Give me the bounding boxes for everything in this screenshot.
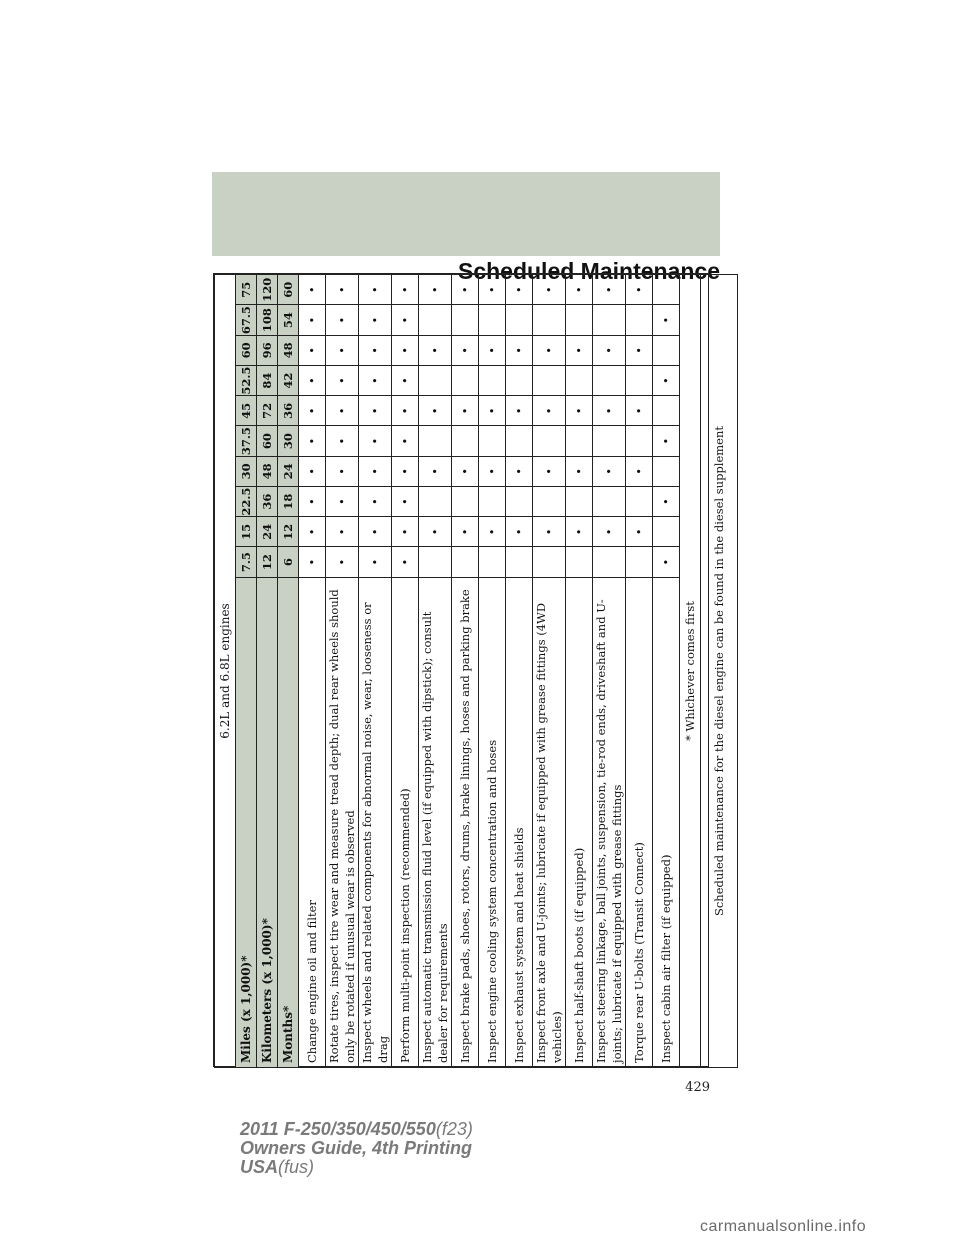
service-empty-cell [593, 547, 626, 577]
service-empty-cell [533, 305, 566, 335]
service-empty-cell [479, 547, 506, 577]
interval-header-label: Months* [278, 577, 299, 1067]
service-empty-cell [506, 305, 533, 335]
service-due-mark: • [452, 396, 479, 426]
interval-header-value: 84 [257, 365, 278, 395]
service-description: Inspect front axle and U-joints; lubricate if equipped with grease fittings (4WD vehicles) [533, 577, 566, 1067]
service-due-mark: • [506, 335, 533, 365]
service-due-mark: • [566, 396, 593, 426]
interval-header-value: 52.5 [236, 365, 257, 395]
footer-edition: Owners Guide, 4th Printing [240, 1138, 473, 1158]
service-empty-cell [533, 426, 566, 456]
service-empty-cell [653, 275, 680, 305]
service-due-mark: • [392, 517, 419, 547]
interval-header-value: 72 [257, 396, 278, 426]
interval-header-value: 12 [257, 547, 278, 577]
service-due-mark: • [326, 365, 359, 395]
document-footer [240, 1120, 473, 1177]
service-empty-cell [533, 547, 566, 577]
interval-header-value: 30 [278, 426, 299, 456]
service-row [653, 275, 680, 1068]
service-due-mark: • [533, 396, 566, 426]
service-empty-cell [479, 365, 506, 395]
service-due-mark: • [452, 335, 479, 365]
interval-header-value: 24 [257, 517, 278, 547]
service-due-mark: • [359, 335, 392, 365]
service-due-mark: • [359, 547, 392, 577]
service-empty-cell [626, 365, 653, 395]
service-due-mark: • [419, 396, 452, 426]
service-due-mark: • [533, 275, 566, 305]
service-due-mark: • [359, 365, 392, 395]
service-due-mark: • [626, 517, 653, 547]
service-due-mark: • [533, 335, 566, 365]
service-row [299, 275, 326, 1068]
service-empty-cell [566, 365, 593, 395]
service-due-mark: • [326, 305, 359, 335]
service-due-mark: • [326, 275, 359, 305]
interval-header-value: 30 [236, 456, 257, 486]
service-due-mark: • [626, 396, 653, 426]
service-due-mark: • [479, 396, 506, 426]
interval-header-value: 45 [236, 396, 257, 426]
rotated-table-container [214, 274, 726, 1068]
service-due-mark: • [299, 396, 326, 426]
service-due-mark: • [392, 486, 419, 516]
service-empty-cell [506, 547, 533, 577]
interval-header-value: 60 [278, 275, 299, 305]
service-description: Inspect engine cooling system concentration and hoses [479, 577, 506, 1067]
footnote-row [680, 275, 701, 1068]
interval-header-row [257, 275, 278, 1068]
service-due-mark: • [392, 275, 419, 305]
service-due-mark: • [326, 517, 359, 547]
service-due-mark: • [392, 305, 419, 335]
service-due-mark: • [299, 547, 326, 577]
service-empty-cell [653, 456, 680, 486]
diesel-note-row [701, 275, 738, 1068]
service-due-mark: • [392, 396, 419, 426]
service-due-mark: • [299, 486, 326, 516]
footer-model-code: (f23) [435, 1119, 473, 1139]
interval-header-value: 36 [257, 486, 278, 516]
service-empty-cell [566, 547, 593, 577]
service-due-mark: • [653, 305, 680, 335]
service-empty-cell [653, 517, 680, 547]
service-due-mark: • [392, 365, 419, 395]
service-row [533, 275, 566, 1068]
service-due-mark: • [566, 456, 593, 486]
footer-region: USA [240, 1157, 279, 1177]
service-empty-cell [419, 365, 452, 395]
service-due-mark: • [299, 456, 326, 486]
interval-header-value: 75 [236, 275, 257, 305]
interval-header-value: 42 [278, 365, 299, 395]
service-row [566, 275, 593, 1068]
service-empty-cell [479, 486, 506, 516]
service-row [506, 275, 533, 1068]
service-due-mark: • [392, 456, 419, 486]
interval-header-value: 48 [278, 335, 299, 365]
service-row [626, 275, 653, 1068]
service-empty-cell [593, 486, 626, 516]
diesel-supplement-note: Scheduled maintenance for the diesel engine can be found in the diesel supplement [701, 275, 738, 1068]
interval-header-value: 18 [278, 486, 299, 516]
service-empty-cell [653, 396, 680, 426]
service-row [593, 275, 626, 1068]
service-row [326, 275, 359, 1068]
service-description: Inspect half-shaft boots (if equipped) [566, 577, 593, 1067]
service-due-mark: • [392, 547, 419, 577]
interval-header-value: 24 [278, 456, 299, 486]
service-due-mark: • [626, 275, 653, 305]
service-due-mark: • [419, 275, 452, 305]
service-row [419, 275, 452, 1068]
service-empty-cell [506, 365, 533, 395]
service-empty-cell [452, 426, 479, 456]
service-row [392, 275, 419, 1068]
service-empty-cell [626, 426, 653, 456]
service-due-mark: • [566, 275, 593, 305]
service-due-mark: • [593, 456, 626, 486]
service-due-mark: • [653, 426, 680, 456]
service-empty-cell [479, 426, 506, 456]
service-empty-cell [506, 426, 533, 456]
interval-header-value: 6 [278, 547, 299, 577]
service-due-mark: • [359, 305, 392, 335]
interval-header-value: 48 [257, 456, 278, 486]
service-due-mark: • [626, 456, 653, 486]
service-due-mark: • [419, 335, 452, 365]
interval-header-value: 60 [257, 426, 278, 456]
interval-header-value: 37.5 [236, 426, 257, 456]
service-due-mark: • [419, 456, 452, 486]
interval-header-value: 108 [257, 305, 278, 335]
service-empty-cell [452, 486, 479, 516]
service-due-mark: • [479, 517, 506, 547]
service-due-mark: • [452, 275, 479, 305]
service-row [452, 275, 479, 1068]
service-description: Inspect cabin air filter (if equipped) [653, 577, 680, 1067]
service-description: Torque rear U-bolts (Transit Connect) [626, 577, 653, 1067]
service-due-mark: • [326, 456, 359, 486]
service-due-mark: • [299, 305, 326, 335]
service-due-mark: • [299, 426, 326, 456]
service-empty-cell [593, 365, 626, 395]
service-empty-cell [626, 547, 653, 577]
service-empty-cell [533, 486, 566, 516]
service-due-mark: • [299, 335, 326, 365]
service-due-mark: • [566, 517, 593, 547]
service-description: Inspect wheels and related components for abnormal noise, wear, looseness or drag [359, 577, 392, 1067]
interval-header-value: 12 [278, 517, 299, 547]
service-empty-cell [593, 426, 626, 456]
service-description: Inspect exhaust system and heat shields [506, 577, 533, 1067]
service-due-mark: • [479, 275, 506, 305]
table-title-row [215, 275, 236, 1068]
service-empty-cell [566, 486, 593, 516]
service-due-mark: • [359, 456, 392, 486]
watermark-text: carmanualsonline.info [700, 1218, 867, 1235]
service-due-mark: • [479, 456, 506, 486]
service-empty-cell [506, 486, 533, 516]
interval-header-value: 22.5 [236, 486, 257, 516]
footer-model: 2011 F-250/350/450/550 [240, 1119, 436, 1139]
service-due-mark: • [506, 517, 533, 547]
table-title: 6.2L and 6.8L engines [215, 275, 236, 1068]
service-due-mark: • [506, 275, 533, 305]
service-due-mark: • [326, 547, 359, 577]
service-due-mark: • [452, 517, 479, 547]
service-due-mark: • [653, 547, 680, 577]
service-description: Perform multi-point inspection (recommended) [392, 577, 419, 1067]
service-empty-cell [419, 426, 452, 456]
service-empty-cell [419, 547, 452, 577]
service-due-mark: • [593, 517, 626, 547]
maintenance-schedule-table [214, 274, 738, 1068]
service-empty-cell [566, 426, 593, 456]
service-due-mark: • [533, 456, 566, 486]
interval-header-value: 60 [236, 335, 257, 365]
service-description: Change engine oil and filter [299, 577, 326, 1067]
interval-header-value: 15 [236, 517, 257, 547]
service-empty-cell [419, 486, 452, 516]
service-due-mark: • [653, 486, 680, 516]
service-empty-cell [566, 305, 593, 335]
service-due-mark: • [593, 275, 626, 305]
service-description: Rotate tires, inspect tire wear and measure tread depth; dual rear wheels should only be rotated if unusual wear is observed [326, 577, 359, 1067]
interval-header-value: 96 [257, 335, 278, 365]
service-description: Inspect steering linkage, ball joints, suspension, tie-rod ends, driveshaft and U-joints; lubricate if equipped with grease fittings [593, 577, 626, 1067]
service-due-mark: • [299, 275, 326, 305]
service-empty-cell [626, 305, 653, 335]
section-title: Scheduled Maintenance [457, 258, 720, 284]
service-due-mark: • [506, 396, 533, 426]
service-due-mark: • [299, 365, 326, 395]
interval-header-row [236, 275, 257, 1068]
service-due-mark: • [359, 517, 392, 547]
interval-header-label: Kilometers (x 1,000)* [257, 577, 278, 1067]
service-description: Inspect automatic transmission fluid level (if equipped with dipstick); consult dealer for requirements [419, 577, 452, 1067]
service-row [479, 275, 506, 1068]
footer-region-code: (fus) [278, 1157, 315, 1177]
service-due-mark: • [326, 426, 359, 456]
service-empty-cell [626, 486, 653, 516]
service-due-mark: • [626, 335, 653, 365]
service-due-mark: • [566, 335, 593, 365]
service-due-mark: • [506, 456, 533, 486]
service-due-mark: • [533, 517, 566, 547]
service-due-mark: • [392, 426, 419, 456]
service-due-mark: • [479, 335, 506, 365]
service-due-mark: • [359, 486, 392, 516]
service-empty-cell [419, 305, 452, 335]
service-due-mark: • [419, 517, 452, 547]
service-due-mark: • [593, 335, 626, 365]
interval-header-value: 120 [257, 275, 278, 305]
service-due-mark: • [326, 335, 359, 365]
header-band [212, 172, 720, 256]
interval-header-row [278, 275, 299, 1068]
service-empty-cell [479, 305, 506, 335]
interval-header-value: 54 [278, 305, 299, 335]
service-due-mark: • [653, 365, 680, 395]
whichever-first-note: * Whichever comes first [680, 275, 701, 1068]
service-empty-cell [593, 305, 626, 335]
service-due-mark: • [392, 335, 419, 365]
service-row [359, 275, 392, 1068]
interval-header-value: 7.5 [236, 547, 257, 577]
service-empty-cell [452, 365, 479, 395]
service-empty-cell [653, 335, 680, 365]
maintenance-table-frame [213, 273, 726, 1067]
service-empty-cell [533, 365, 566, 395]
service-empty-cell [452, 547, 479, 577]
interval-header-label: Miles (x 1,000)* [236, 577, 257, 1067]
service-empty-cell [452, 305, 479, 335]
service-due-mark: • [593, 396, 626, 426]
service-due-mark: • [359, 396, 392, 426]
service-description: Inspect brake pads, shoes, rotors, drums, brake linings, hoses and parking brake [452, 577, 479, 1067]
service-due-mark: • [326, 486, 359, 516]
service-due-mark: • [299, 517, 326, 547]
service-due-mark: • [359, 426, 392, 456]
service-due-mark: • [359, 275, 392, 305]
interval-header-value: 67.5 [236, 305, 257, 335]
service-due-mark: • [452, 456, 479, 486]
service-due-mark: • [326, 396, 359, 426]
page-number: 429 [685, 1080, 710, 1095]
interval-header-value: 36 [278, 396, 299, 426]
